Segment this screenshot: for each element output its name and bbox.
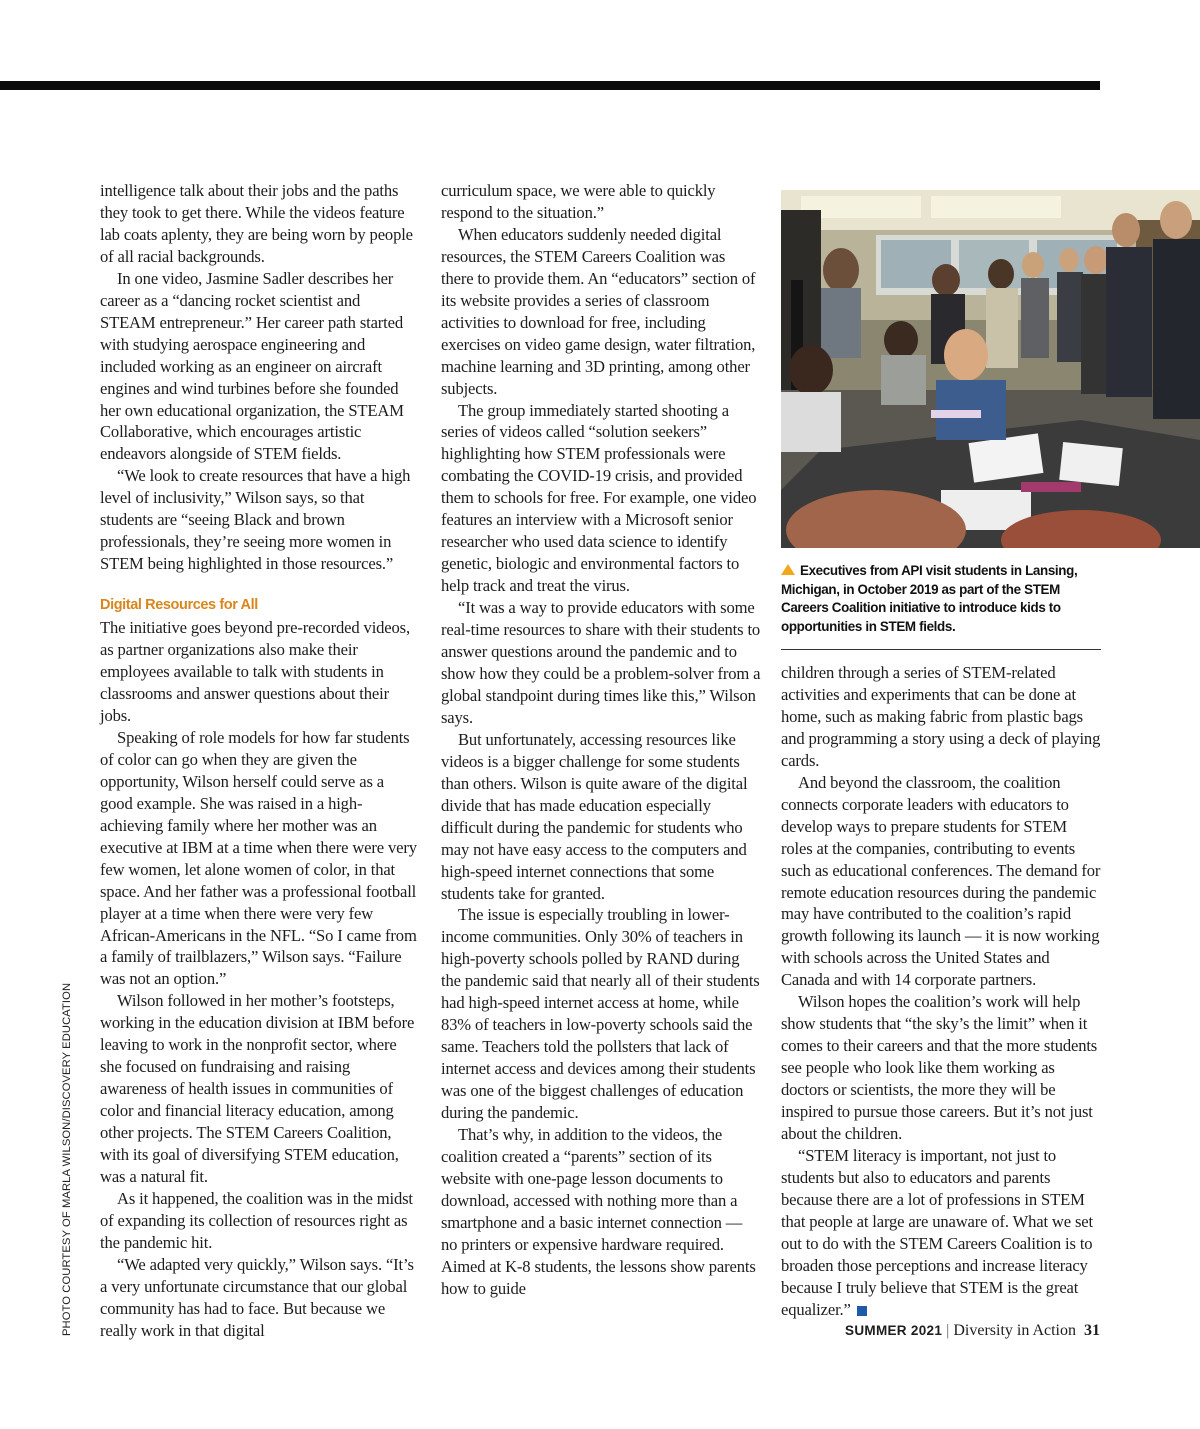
issue-season: SUMMER 2021 <box>845 1323 943 1338</box>
caption-triangle-icon <box>781 564 795 575</box>
paragraph: “It was a way to provide educators with some real-time resources to share with their students to answer questions around the pandemic and to show how they could be a problem-solver from a global standpoint during times like this,” Wilson says. <box>441 598 761 727</box>
article-column-1 <box>100 180 418 1342</box>
paragraph: intelligence talk about their jobs and the paths they took to get there. While the videos feature lab coats aplenty, they are being worn by people of all racial backgrounds. <box>100 181 413 266</box>
footer-separator: | <box>946 1322 950 1339</box>
paragraph: The group immediately started shooting a series of videos called “solution seekers” highlighting how STEM professionals were combating the COVID-19 crisis, and provided them to schools for free. For example, one video features an interview with a Microsoft senior researcher who used data science to identify genetic, biologic and environmental factors to help track and treat the virus. <box>441 400 757 596</box>
paragraph: “We look to create resources that have a high level of inclusivity,” Wilson says, so that students are “seeing Black and brown professionals, they’re seeing more women in STEM being highlighted in those resources.” <box>100 466 411 574</box>
end-square-icon <box>857 1306 867 1316</box>
magazine-name: Diversity in Action <box>953 1322 1076 1339</box>
page-footer <box>845 1322 1100 1340</box>
section-subhead: Digital Resources for All <box>100 597 258 614</box>
paragraph: children through a series of STEM-related activities and experiments that can be done at home, such as making fabric from plastic bags and programming a story using a deck of playing cards. <box>781 663 1101 770</box>
article-column-2 <box>441 180 761 1300</box>
caption-text: Executives from API visit students in Lansing, Michigan, in October 2019 as part of the STEM Careers Coalition initiative to introduce kids to opportunities in STEM fields. <box>781 563 1078 634</box>
paragraph-text: “STEM literacy is important, not just to students but also to educators and parents because there are a lot of professions in STEM that people at large are unaware of. What we set out to do with the STEM Careers Coalition is to broaden those perceptions and increase literacy because I truly believe that STEM is the great equalizer.” <box>781 1145 1093 1319</box>
paragraph: “We adapted very quickly,” Wilson says. “It’s a very unfortunate circumstance that our global community has had to face. But because we really work in that digital <box>100 1254 414 1340</box>
paragraph: The issue is especially troubling in lower-income communities. Only 30% of teachers in high-poverty schools polled by RAND during the pandemic said that nearly all of their students had high-speed internet access at home, while 83% of teachers in low-poverty schools said the same. Teachers told the pollsters that lack of internet access and devices among their students was one of the biggest challenges of education during the pandemic. <box>441 905 760 1123</box>
paragraph: But unfortunately, accessing resources like videos is a bigger challenge for some students than others. Wilson is quite aware of the digital divide that has made education especially difficult during the pandemic for students who may not have easy access to the computers and high-speed internet connections that some students take for granted. <box>441 729 748 903</box>
classroom-photo <box>781 190 1200 548</box>
paragraph: As it happened, the coalition was in the midst of expanding its collection of resources right as the pandemic hit. <box>100 1188 413 1252</box>
paragraph: And beyond the classroom, the coalition connects corporate leaders with educators to develop ways to prepare students for STEM roles at the companies, contributing to events such as educational conferences. The demand for remote education resources during the pandemic may have contributed to the coalition’s rapid growth following its launch — it is now working with schools across the United States and Canada and with 14 corporate partners. <box>781 772 1101 990</box>
photo-credit: PHOTO COURTESY OF MARLA WILSON/DISCOVERY EDUCATION <box>61 982 73 1336</box>
caption-divider <box>781 649 1101 650</box>
article-column-3 <box>781 662 1101 1321</box>
paragraph <box>781 1145 1101 1321</box>
photo-caption <box>781 562 1101 636</box>
paragraph: In one video, Jasmine Sadler describes her career as a “dancing rocket scientist and STEAM entrepreneur.” Her career path started with studying aerospace engineering and included working as an engineer on aircraft engines and wind turbines before she founded her own educational organization, the STEAM Collaborative, which encourages artistic endeavors alongside of STEM fields. <box>100 268 404 464</box>
paragraph: Wilson followed in her mother’s footsteps, working in the education division at IBM before leaving to work in the nonprofit sector, where she focused on fundraising and raising awareness of health issues in communities of color and financial literacy education, among other projects. The STEM Careers Coalition, with its goal of diversifying STEM education, was a natural fit. <box>100 991 415 1186</box>
paragraph: curriculum space, we were able to quickly respond to the situation.” <box>441 181 716 222</box>
paragraph: Wilson hopes the coalition’s work will help show students that “the sky’s the limit” when it comes to their careers and that the more students see people who look like them working as doctors or scientists, the more they will be inspired to pursue those careers. But it’s not just about the children. <box>781 992 1098 1144</box>
page-number: 31 <box>1084 1322 1100 1339</box>
paragraph: That’s why, in addition to the videos, the coalition created a “parents” section of its website with one-page lesson documents to download, accessed with nothing more than a smartphone and a basic internet connection — no printers or expensive hardware required. Aimed at K-8 students, the lessons show parents how to guide <box>441 1124 756 1298</box>
top-rule <box>0 81 1100 90</box>
paragraph: The initiative goes beyond pre-recorded videos, as partner organizations also make their employees available to talk with students in classrooms and answer questions about their jobs. <box>100 618 410 725</box>
paragraph: Speaking of role models for how far students of color can go when they are given the opportunity, Wilson herself could serve as a good example. She was raised in a high-achieving family where her mother was an executive at IBM at a time when there were very few women, let alone women of color, in that space. And her father was a professional football player at a time when there were very few African-Americans in the NFL. “So I came from a family of trailblazers,” Wilson says. “Failure was not an option.” <box>100 727 417 989</box>
paragraph: When educators suddenly needed digital resources, the STEM Careers Coalition was there to provide them. An “educators” section of its website provides a series of classroom activities to download for free, including exercises on video game design, water filtration, machine learning and 3D printing, among other subjects. <box>441 224 756 398</box>
